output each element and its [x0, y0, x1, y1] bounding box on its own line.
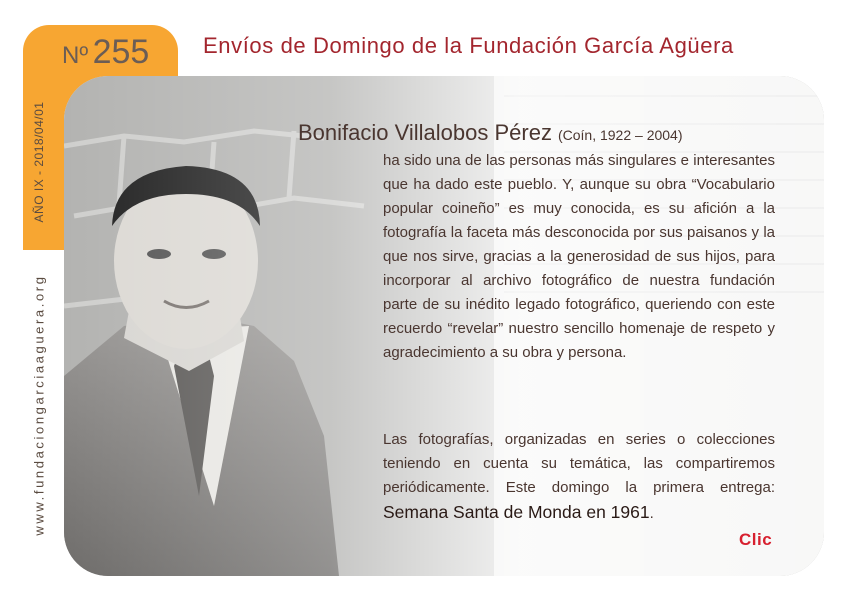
issue-number-value: 255 [92, 33, 150, 71]
clic-link[interactable]: Clic [739, 530, 773, 549]
issue-prefix: Nº [62, 42, 89, 69]
issue-date [28, 78, 50, 246]
article-paragraph-2 [383, 428, 775, 526]
paragraph-2-end: . [649, 505, 654, 522]
person-dates: (Coín, 1922 – 2004) [557, 127, 683, 143]
article-paragraph-1: ha sido una de las personas más singulares e interesantes que ha dado este pueblo. Y, aunque su obra “Vocabulario popular coineño” es muy conocida, es su afición a la fotografía la faceta más desconocida por sus paisanos y la que nos sirve, gracias a la generosidad de sus hijos, para incorporar al archivo fotográfico de nuestra fundación parte de su inédito legado fotográfico, queriendo con este recuerdo “revelar” nuestro sencillo homenaje de respeto y agradecimiento a su obra y persona. [383, 152, 775, 361]
website-label [28, 255, 50, 555]
article-content [64, 76, 824, 576]
issue-number [62, 33, 149, 72]
article-card [64, 76, 824, 576]
article-heading [298, 120, 683, 146]
paragraph-2-text: Las fotografías, organizadas en series o colecciones teniendo en cuenta su temática, las compartiremos periódicamente. Este domingo la primera entrega: [383, 431, 775, 496]
person-name: Bonifacio Villalobos Pérez [298, 120, 552, 145]
issue-date-label: AÑO IX - 2018/04/01 [32, 101, 46, 223]
series-title: Semana Santa de Monda en 1961 [383, 502, 650, 522]
website-text: www.fundaciongarciaaguera.org [31, 274, 47, 536]
page-title: Envíos de Domingo de la Fundación García Agüera [203, 33, 734, 58]
